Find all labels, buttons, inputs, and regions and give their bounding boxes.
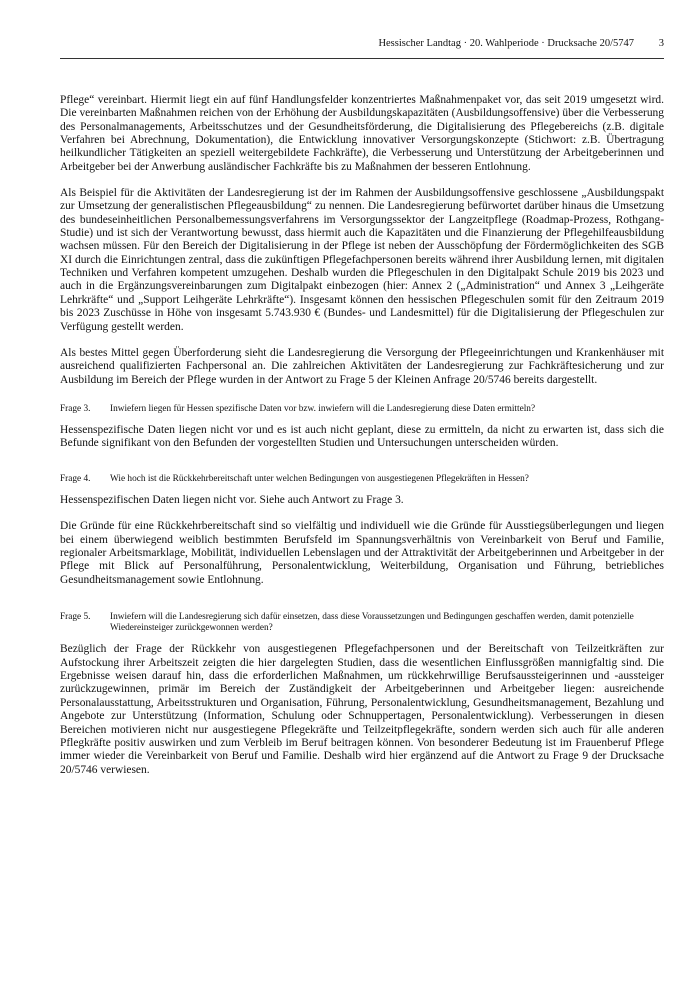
- header-rule: [60, 58, 664, 59]
- header-citation: Hessischer Landtag · 20. Wahlperiode · Drucksache 20/5747: [378, 38, 634, 49]
- answer-4: Die Gründe für eine Rückkehrbereitschaft sind so vielfältig und individuell wie die Gründe für Ausstiegsüberlegungen und liegen bei einem überwiegend weiblich bestimmten Berufsfeld im Spannungsverhältnis von Vereinbarkeit von Beruf und Familie, regionaler Arbeitsmarklage, Mobilität, individuellen Lebenslagen und der Attraktivität der Arbeitgeberinnen und Arbeitgeber in der Pflege mit Blick auf Personalführung, Personalentwicklung, Weiterbildung, Organisation und Führung, betriebliches Gesundheitsmanagement sowie Entlohnung.: [60, 520, 664, 586]
- question-4-text: Wie hoch ist die Rückkehrbereitschaft unter welchen Bedingungen von ausgestiegenen Pflegekräften in Hessen?: [110, 473, 529, 484]
- answer-4-short: Hessenspezifischen Daten liegen nicht vor. Siehe auch Antwort zu Frage 3.: [60, 493, 404, 506]
- question-4-label: Frage 4.: [60, 473, 91, 484]
- question-5-text: Inwiefern will die Landesregierung sich dafür einsetzen, dass diese Voraussetzungen und Bedingungen geschaffen werden, damit potenzielle Wiedereinsteiger zurückgewonnen werden?: [110, 612, 634, 634]
- answer-5: Bezüglich der Frage der Rückkehr von ausgestiegenen Pflegefachpersonen und der Bereitschaft von Teilzeitkräften zur Aufstockung ihrer Arbeitszeit zeigten die hier dargelegten Studien, dass die wesentlichen Einflussgrößen mannigfaltig sind. Die Ergebnisse weisen darauf hin, dass die erforderlichen Maßnahmen, um rückkehrwillige Berufsaussteigerinnen und -aussteiger zurückzugewinnen, primär im Bereich der Zuständigkeit der Arbeitgeberinnen und Arbeitgeber liegen: ausreichende Personalausstattung, Arbeitsstrukturen und Organisation, Führung, Personalentwicklung, Gesundheitsmanagement, Bezahlung und Angebote zur Unterstützung (Information, Schulung oder Schnuppertagen, Personalentwicklung). Verbesserungen in diesen Bereichen motivieren nicht nur ausgestiegene Pflegekräfte und Teilzeitpflegekräfte, sondern werden sich auch für alle anderen Pflegkräfte positiv auswirken und zum Verbleib im Beruf beitragen können. Von besonderer Bedeutung ist im Frauenberuf Pflege immer wieder die Vereinbarkeit von Beruf und Familie. Deshalb wird hier ergänzend auf die Antwort zu Frage 9 der Drucksache 20/5746 verwiesen.: [60, 643, 664, 776]
- question-3: [60, 404, 664, 415]
- running-header: [60, 38, 664, 56]
- page-number: 3: [658, 38, 664, 49]
- answer-3: Hessenspezifische Daten liegen nicht vor und es ist auch nicht geplant, diese zu ermitteln, da nicht zu erwarten ist, dass sich die Befunde signifikant von den Befunden der vorgestellten Studien und Untersuchungen unterscheiden würden.: [60, 424, 664, 450]
- question-3-text: Inwiefern liegen für Hessen spezifische Daten vor bzw. inwiefern will die Landesregierung diese Daten ermitteln?: [110, 403, 536, 414]
- document-body: [60, 94, 664, 777]
- question-3-label: Frage 3.: [60, 403, 91, 414]
- question-5: [60, 612, 664, 634]
- question-5-label: Frage 5.: [60, 612, 91, 623]
- paragraph-3: Als bestes Mittel gegen Überforderung sieht die Landesregierung die Versorgung der Pflegeeinrichtungen und Krankenhäuser mit ausreichend qualifizierten Fachpersonal an. Die zahlreichen Aktivitäten der Landesregierung zur Fachkräftesicherung und zur Ausbildung im Bereich der Pflege wurden in der Antwort zu Frage 5 der Kleinen Anfrage 20/5746 bereits dargestellt.: [60, 346, 664, 386]
- paragraph-1: Pflege“ vereinbart. Hiermit liegt ein auf fünf Handlungsfelder konzentriertes Maßnahmenpaket vor, das seit 2019 umgesetzt wird. Die vereinbarten Maßnahmen reichen von der Erhöhung der Ausbildungskapazitäten (Ausbildungsoffensive) über die Verbesserung des Personalmanagements, Arbeitsschutzes und der Gesundheitsförderung, die Digitalisierung des Pflegebereichs (z.B. digitale Verfahren bei Abrechnung, Dokumentation), die Entwicklung innovativer Versorgungskonzepte (Stichwort: z.B. Übertragung heilkundlicher Tätigkeiten an speziell weitergebildete Fachkräfte), die Verbesserung und Unterstützung der Arbeitgeberinnen und Arbeitgeber bei der Anwerbung ausländischer Fachkräfte bis zu Maßnahmen der besseren Entlohnung.: [60, 94, 664, 173]
- paragraph-2: Als Beispiel für die Aktivitäten der Landesregierung ist der im Rahmen der Ausbildungsoffensive geschlossene „Ausbildungspakt zur Umsetzung der generalistischen Pflegeausbildung“ zu nennen. Die Landesregierung befürwortet darüber hinaus die Umsetzung des bundeseinheitlichen Personalbemessungsverfahrens im Versorgungssektor der Langzeitpflege (Roadmap-Prozess, Rothgang-Studie) und ist sich der Verantwortung bewusst, dass hiermit auch die Kapazitäten und die Finanzierung der Pflegehilfeausbildung wachsen müssen. Für den Bereich der Digitalisierung in der Pflege ist neben der Ausschöpfung der Fördermöglichkeiten des SGB XI durch die Einrichtungen zentral, dass die zukünftigen Pflegefachpersonen bereits während ihrer Ausbildung lernen, mit digitalen Techniken und Verfahren kompetent umzugehen. Deshalb wurden die Pflegeschulen in den Digitalpakt Schule 2019 bis 2023 und auch in die Ergänzungsvereinbarungen zum Digitalpakt einbezogen (hier: Annex 2 („Administration“ und Annex 3 „Leihgeräte Lehrkräfte“ und „Support Leihgeräte Lehrkräfte“). Insgesamt können den hessischen Pflegeschulen somit für den Zeitraum 2019 bis 2023 Zuschüsse in Höhe von insgesamt 5.743.930 € (Bundes- und Landesmittel) für die Digitalisierung der Pflegeschulen zur Verfügung gestellt werden.: [60, 187, 664, 333]
- question-4: [60, 474, 664, 485]
